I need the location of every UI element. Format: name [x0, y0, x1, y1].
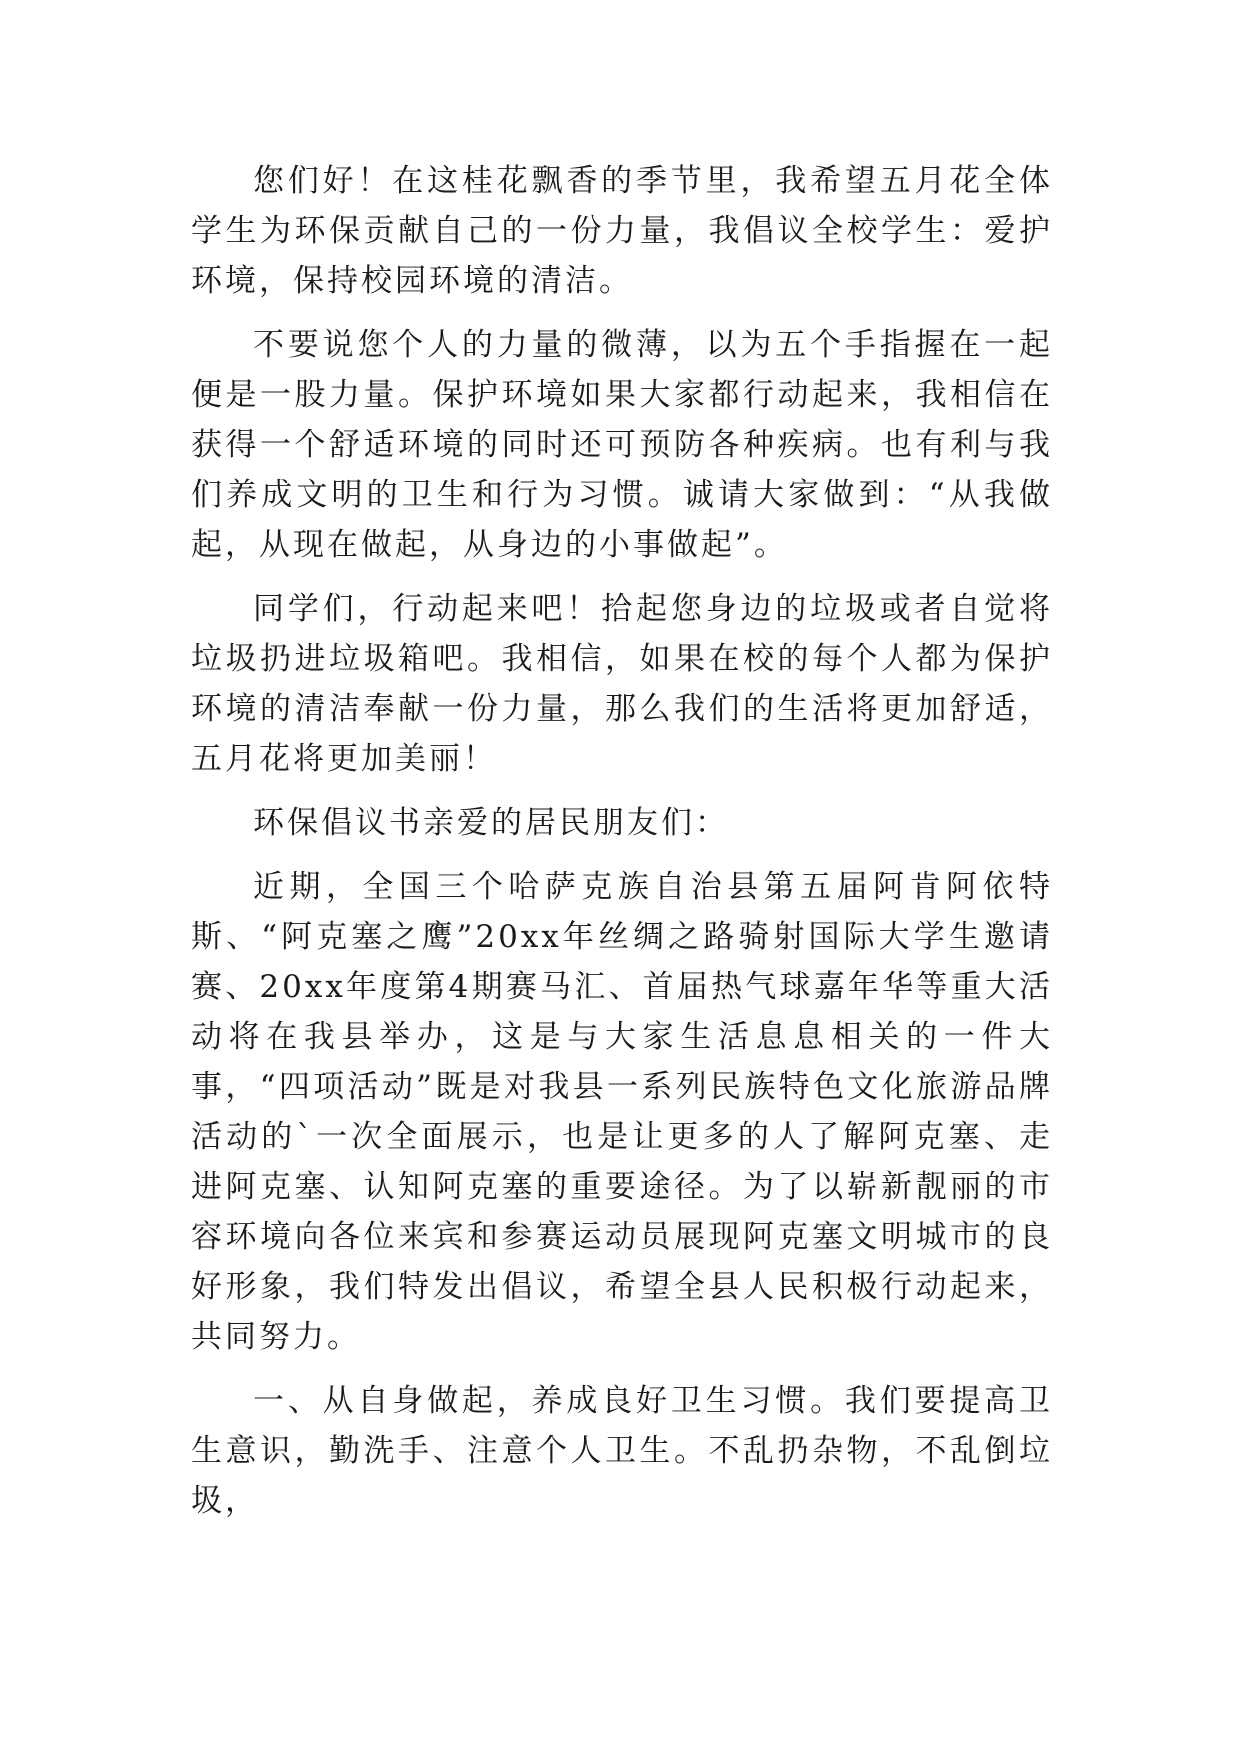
paragraph-greeting: 您们好！在这桂花飘香的季节里，我希望五月花全体学生为环保贡献自己的一份力量，我倡议全校学生：爱护环境，保持校园环境的清洁。: [191, 163, 1053, 299]
document-body: [191, 156, 1053, 1540]
paragraph-item-one: 一、从自身做起，养成良好卫生习惯。我们要提高卫生意识，勤洗手、注意个人卫生。不乱扔杂物，不乱倒垃圾，: [191, 1383, 1053, 1519]
paragraph-events: 近期，全国三个哈萨克族自治县第五届阿肯阿依特斯、“阿克塞之鹰”20xx年丝绸之路骑射国际大学生邀请赛、20xx年度第4期赛马汇、首届热气球嘉年华等重大活动将在我县举办，这是与大家生活息息相关的一件大事，“四项活动”既是对我县一系列民族特色文化旅游品牌活动的`一次全面展示，也是让更多的人了解阿克塞、走进阿克塞、认知阿克塞的重要途径。为了以崭新靓丽的市容环境向各位来宾和参赛运动员展现阿克塞文明城市的良好形象，我们特发出倡议，希望全县人民积极行动起来，共同努力。: [191, 869, 1053, 1355]
paragraph-proposal-heading: 环保倡议书亲爱的居民朋友们：: [253, 805, 729, 841]
paragraph-call-to-action: 同学们，行动起来吧！拾起您身边的垃圾或者自觉将垃圾扔进垃圾箱吧。我相信，如果在校的每个人都为保护环境的清洁奉献一份力量，那么我们的生活将更加舒适，五月花将更加美丽！: [191, 591, 1053, 777]
paragraph-collective-strength: 不要说您个人的力量的微薄，以为五个手指握在一起便是一股力量。保护环境如果大家都行动起来，我相信在获得一个舒适环境的同时还可预防各种疾病。也有利与我们养成文明的卫生和行为习惯。诚请大家做到：“从我做起，从现在做起，从身边的小事做起”。: [191, 327, 1053, 563]
